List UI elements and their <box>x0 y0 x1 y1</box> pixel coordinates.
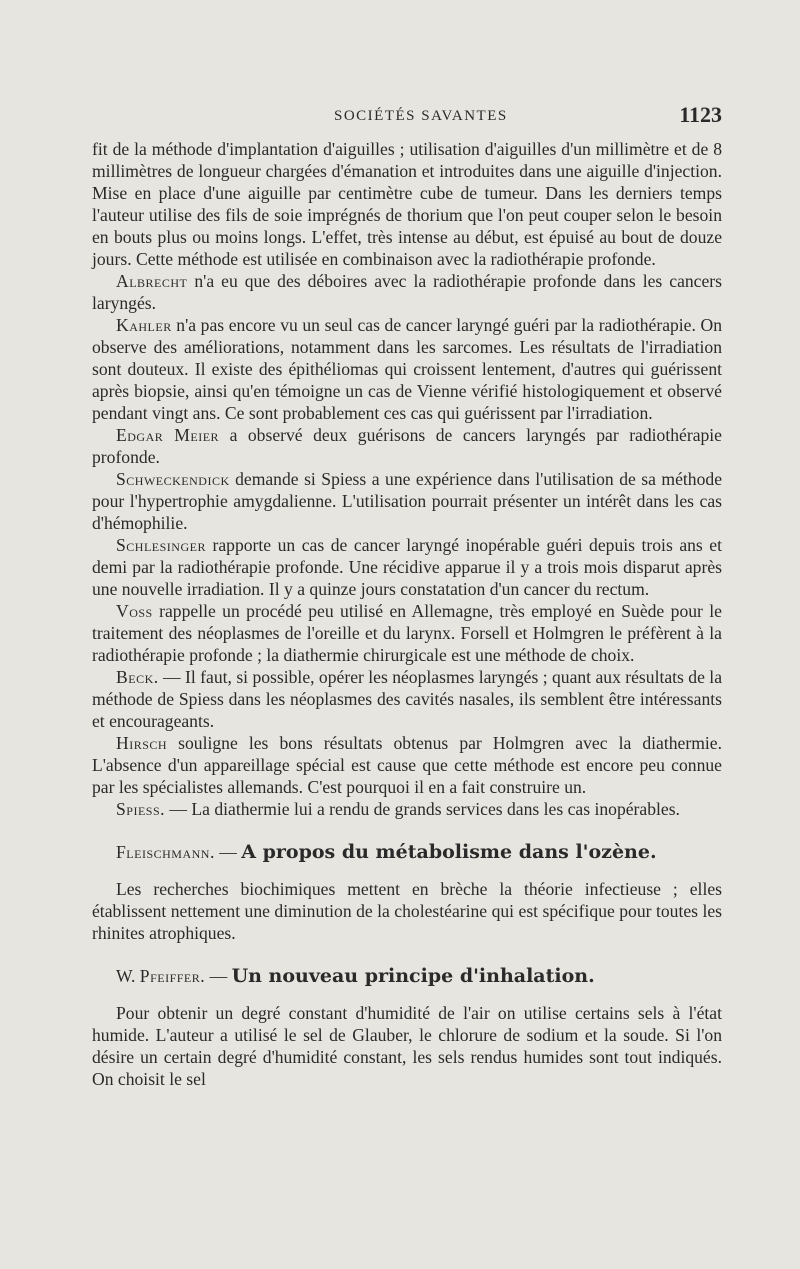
paragraph-text: — La diathermie lui a rendu de grands services dans les cas inopérables. <box>165 799 680 819</box>
speaker-name: Hirsch <box>116 733 168 753</box>
paragraph-voss <box>92 600 722 666</box>
em-dash: — <box>205 966 232 986</box>
paragraph-text: fit de la méthode d'implantation d'aiguilles ; utilisation d'aiguilles d'un millimètre et de 8 millimètres de longueur chargées d'émanation et introduites dans une aiguille d'injection. Mise en place d'une aiguille par centimètre cube de tumeur. Dans les derniers temps l'auteur utilise des fils de soie imprégnés de thorium que l'on peut couper selon le besoin en bouts plus ou moins longs. L'effet, très intense au début, est épuisé au bout de douze jours. Cette méthode est utilisée en combinaison avec la radiothérapie profonde. <box>92 139 722 269</box>
paragraph-text: souligne les bons résultats obtenus par Holmgren avec la diathermie. L'absence d'un appareillage spécial est cause que cette méthode est encore peu connue par les spécialistes allemands. C'est pourquoi il en a fait construire un. <box>92 733 722 797</box>
paragraph-edgar-meier <box>92 424 722 468</box>
speaker-name: Edgar Meier <box>116 425 220 445</box>
paragraph-text: a observé deux guérisons de cancers laryngés par radiothérapie profonde. <box>92 425 722 467</box>
paragraph-text: Pour obtenir un degré constant d'humidité de l'air on utilise certains sels à l'état humide. L'auteur a utilisé le sel de Glauber, le chlorure de sodium et la soude. Si l'on désire un certain degré d'humidité constant, les sels rendus humides sont tout indiqués. On choisit le sel <box>92 1003 722 1089</box>
section-heading-fleischmann <box>92 840 722 864</box>
speaker-name: Voss <box>116 601 153 621</box>
section-author: Fleischmann. <box>116 842 215 862</box>
section-title: A propos du métabolisme dans l'ozène. <box>241 841 657 863</box>
paragraph-hirsch <box>92 732 722 798</box>
section-author: Pfeiffer. <box>139 966 206 986</box>
body-text <box>92 138 722 1090</box>
speaker-name: Spiess. <box>116 799 166 819</box>
paragraph-schweckendick <box>92 468 722 534</box>
paragraph-kahler <box>92 314 722 424</box>
em-dash: — <box>214 842 242 862</box>
page-number: 1123 <box>679 102 722 127</box>
paragraph-beck <box>92 666 722 732</box>
speaker-name: Albrecht <box>116 271 188 291</box>
paragraph-schlesinger <box>92 534 722 600</box>
paragraph-albrecht <box>92 270 722 314</box>
paragraph-text: n'a pas encore vu un seul cas de cancer laryngé guéri par la radiothérapie. On observe des améliorations, notamment dans les sarcomes. Les résultats de l'irradiation sont douteux. Il existe des épithéliomas qui croissent lentement, d'autres qui guérissent après biopsie, ainsi qu'en témoigne un cas de Vienne vérifié histologiquement et observé pendant vingt ans. Ce sont probablement ces cas qui guérissent par l'irradiation. <box>92 315 722 423</box>
paragraph-ozene <box>92 878 722 944</box>
section-title: Un nouveau principe d'inhalation. <box>231 965 595 987</box>
section-heading-pfeiffer <box>92 964 722 988</box>
speaker-name: Kahler <box>116 315 172 335</box>
speaker-name: Beck. <box>116 667 159 687</box>
paragraph-text: rappelle un procédé peu utilisé en Allemagne, très employé en Suède pour le traitement des néoplasmes de l'oreille et du larynx. Forsell et Holmgren le préfèrent à la radiothérapie profonde ; la diathermie chirurgicale est une méthode de choix. <box>92 601 722 665</box>
paragraph-text: Les recherches biochimiques mettent en brèche la théorie infectieuse ; elles établissent nettement une diminution de la cholestéarine qui est spécifique pour toutes les rhinites atrophiques. <box>92 879 722 943</box>
running-header <box>92 104 722 138</box>
paragraph-spiess <box>92 798 722 820</box>
paragraph-text: n'a eu que des déboires avec la radiothérapie profonde dans les cancers laryngés. <box>92 271 722 313</box>
author-initial: W. <box>116 966 140 986</box>
paragraph-text: demande si Spiess a une expérience dans l'utilisation de sa méthode pour l'hypertrophie amygdalienne. L'utilisation pourrait présenter un intérêt dans les cas d'hémophilie. <box>92 469 722 533</box>
running-title: SOCIÉTÉS SAVANTES <box>334 108 508 124</box>
speaker-name: Schweckendick <box>116 469 230 489</box>
speaker-name: Schlesinger <box>116 535 206 555</box>
paragraph-text: — Il faut, si possible, opérer les néoplasmes laryngés ; quant aux résultats de la méthode de Spiess dans les néoplasmes des cavités nasales, ils semblent être intéressants et encourageants. <box>92 667 722 731</box>
paragraph-continuation <box>92 138 722 270</box>
paragraph-text: rapporte un cas de cancer laryngé inopérable guéri depuis trois ans et demi par la radiothérapie profonde. Une récidive apparue il y a trois mois disparut après une nouvelle irradiation. Il y a quinze jours constatation d'un cancer du rectum. <box>92 535 722 599</box>
paragraph-inhalation <box>92 1002 722 1090</box>
